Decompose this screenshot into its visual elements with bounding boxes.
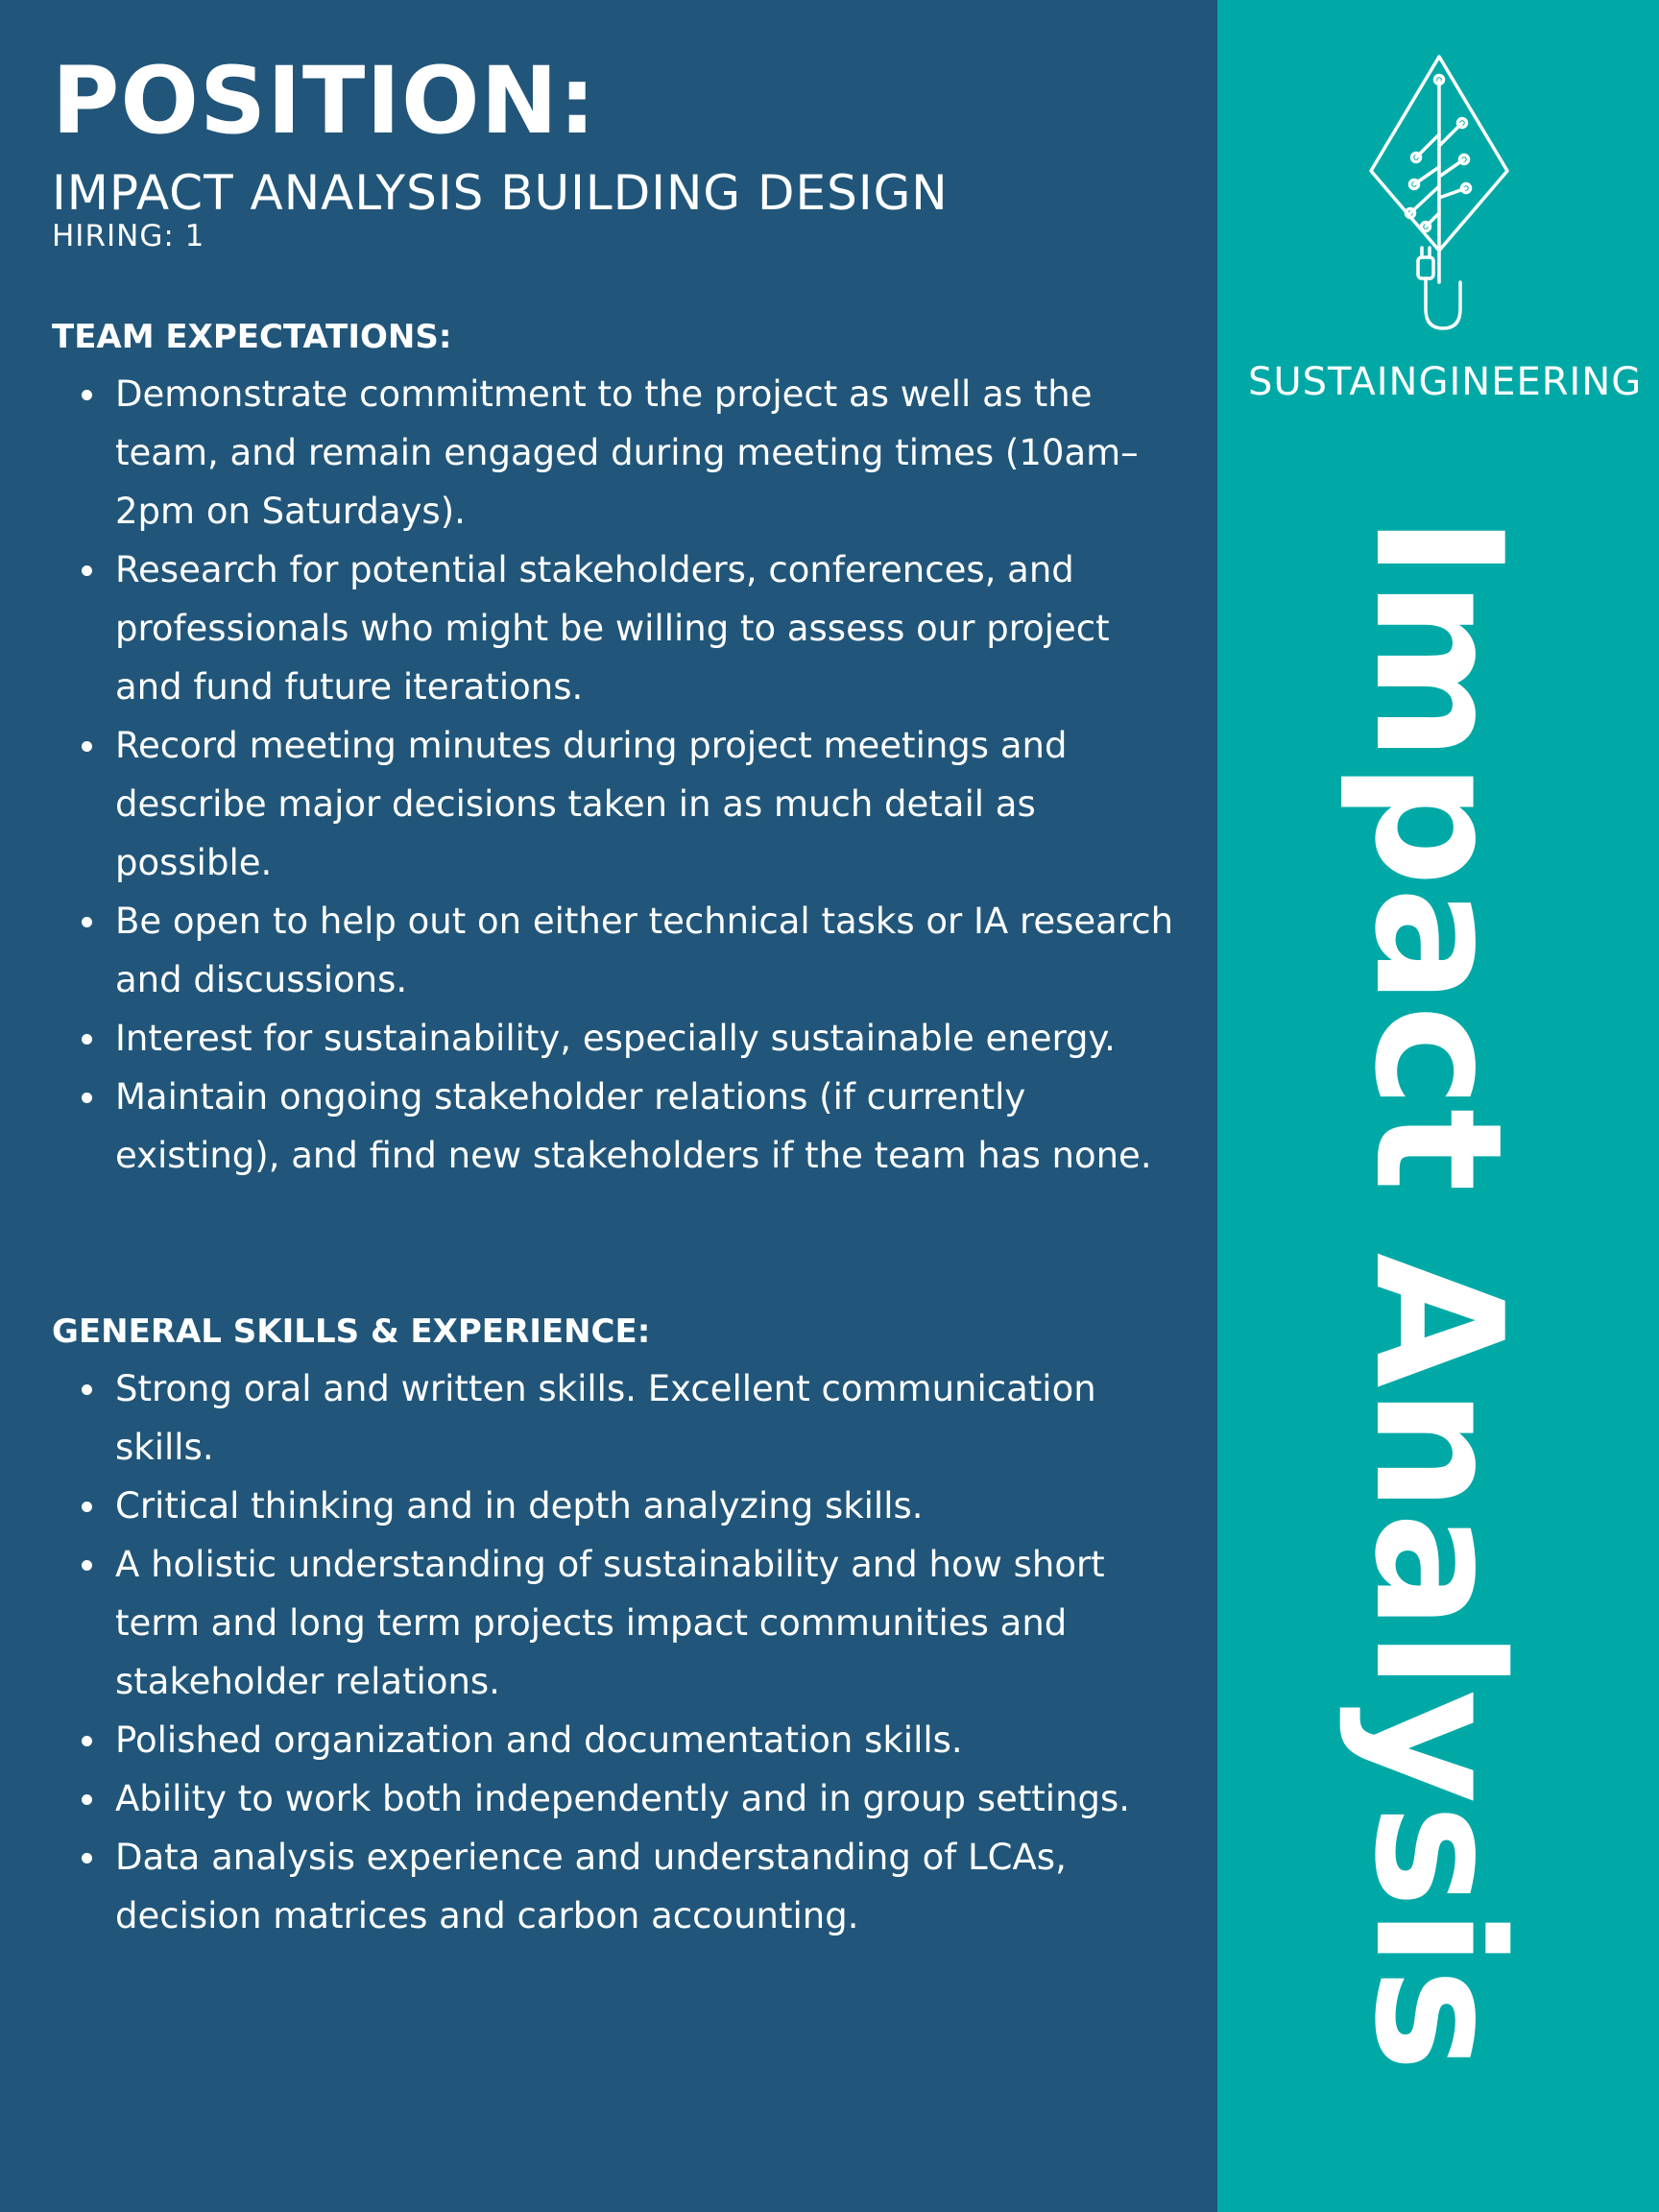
list-item <box>52 1535 1175 1711</box>
bullet-icon <box>82 1384 92 1395</box>
bullet-icon <box>82 741 92 752</box>
list-item-text: Research for potential stakeholders, conferences, and professionals who might be willing to assess our project and fund future iterations. <box>115 549 1110 708</box>
brand-name: SUSTAINGINEERING <box>1248 360 1643 404</box>
position-heading: POSITION: <box>52 47 597 155</box>
list-item-text: Maintain ongoing stakeholder relations (if currently existing), and find new stakeholders if the team has none. <box>115 1076 1152 1176</box>
list-item <box>52 365 1175 541</box>
bullet-icon <box>82 1736 92 1746</box>
bullet-icon <box>82 1093 92 1103</box>
list-item <box>52 1477 1175 1535</box>
tree-plug-logo-icon <box>1367 54 1511 334</box>
list-item-text: Interest for sustainability, especially sustainable energy. <box>115 1018 1116 1059</box>
team-expectations-heading: TEAM EXPECTATIONS: <box>52 318 452 356</box>
list-item <box>52 1068 1175 1185</box>
list-item-text: Demonstrate commitment to the project as well as the team, and remain engaged during meeting times (10am–2pm on Saturdays). <box>115 373 1139 532</box>
list-item <box>52 541 1175 716</box>
list-item-text: A holistic understanding of sustainability and how short term and long term projects impact communities and stakeholder relations. <box>115 1544 1105 1702</box>
bullet-icon <box>82 917 92 927</box>
position-title: IMPACT ANALYSIS BUILDING DESIGN <box>52 165 949 221</box>
bullet-icon <box>82 1502 92 1512</box>
list-item-text: Polished organization and documentation skills. <box>115 1719 963 1761</box>
list-item <box>52 1009 1175 1068</box>
list-item <box>52 1828 1175 1945</box>
bullet-icon <box>82 1794 92 1805</box>
list-item <box>52 1359 1175 1477</box>
list-item-text: Record meeting minutes during project meetings and describe major decisions taken in as much detail as possible. <box>115 725 1068 883</box>
general-skills-heading: GENERAL SKILLS & EXPERIENCE: <box>52 1312 651 1351</box>
list-item <box>52 716 1175 892</box>
vertical-department-title: Impact Analysis <box>1336 514 1540 2073</box>
bullet-icon <box>82 390 92 400</box>
list-item-text: Data analysis experience and understanding of LCAs, decision matrices and carbon accounting. <box>115 1837 1067 1936</box>
team-expectations-section <box>52 309 1175 1185</box>
list-item <box>52 1711 1175 1769</box>
list-item <box>52 892 1175 1009</box>
bullet-icon <box>82 1034 92 1045</box>
list-item-text: Critical thinking and in depth analyzing skills. <box>115 1485 924 1527</box>
bullet-icon <box>82 1560 92 1571</box>
list-item-text: Be open to help out on either technical tasks or IA research and discussions. <box>115 901 1174 1000</box>
general-skills-section <box>52 1304 1175 1945</box>
bullet-icon <box>82 565 92 576</box>
hiring-count: HIRING: 1 <box>52 219 205 253</box>
list-item <box>52 1769 1175 1828</box>
list-item-text: Ability to work both independently and in group settings. <box>115 1778 1131 1819</box>
list-item-text: Strong oral and written skills. Excellent communication skills. <box>115 1368 1096 1468</box>
general-skills-list <box>52 1359 1175 1945</box>
team-expectations-list <box>52 365 1175 1185</box>
bullet-icon <box>82 1853 92 1863</box>
